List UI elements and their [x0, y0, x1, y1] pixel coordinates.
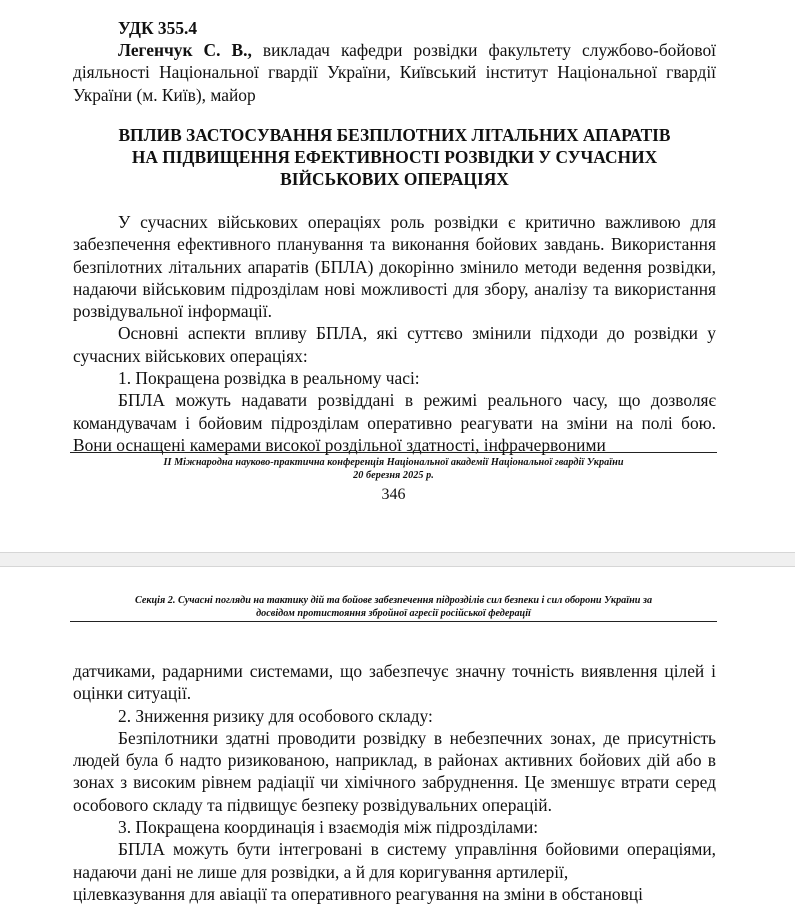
footer-divider — [70, 452, 717, 453]
paragraph: Безпілотники здатні проводити розвідку в небезпечних зонах, де присутність людей була б надто ризикованою, наприклад, в районах активних бойових дій або в зонах з високим рівнем радіації чи хімічного забруднення. Це зменшує втрати серед особового складу та підвищує безпеку розвідувальних операцій. — [73, 727, 716, 815]
author-info — [73, 39, 716, 106]
author-name: Легенчук С. В., — [118, 40, 252, 60]
header-divider — [70, 621, 717, 622]
list-heading: 2. Зниження ризику для особового складу: — [118, 705, 433, 726]
title-line: ВПЛИВ ЗАСТОСУВАННЯ БЕЗПІЛОТНИХ ЛІТАЛЬНИХ АПАРАТІВ — [118, 125, 671, 145]
paragraph: БПЛА можуть бути інтегровані в систему управління бойовими операціями, надаючи дані не лише для розвідки, а й для коригування артилерії, — [73, 839, 716, 882]
paragraph: датчиками, радарними системами, що забезпечує значну точність виявлення цілей і оцінки ситуації. — [73, 661, 716, 704]
title-line: НА ПІДВИЩЕННЯ ЕФЕКТИВНОСТІ РОЗВІДКИ У СУЧАСНИХ — [131, 147, 658, 167]
footer-date: 20 березня 2025 р. — [353, 470, 434, 481]
article-body — [73, 660, 716, 905]
title-line: ВІЙСЬКОВИХ ОПЕРАЦІЯХ — [280, 169, 509, 189]
article-title — [73, 124, 716, 190]
paragraph-cut-line: цілевказування для авіації та оперативного реагування на зміни в обстановці — [73, 883, 643, 904]
article-body — [73, 211, 716, 456]
udc-code: УДК 355.4 — [118, 18, 198, 38]
paragraph: У сучасних військових операціях роль розвідки є критично важливою для забезпечення ефективного планування та виконання бойових завдань. Використання безпілотних літальних апаратів (БПЛА) докорінно змінило методи ведення розвідки, надаючи військовим підрозділам нові можливості для збору, аналізу та використання розвідувальної інформації. — [73, 212, 716, 322]
document-page-347 — [0, 566, 795, 909]
section-header: Секція 2. Сучасні погляди на тактику дій та бойове забезпечення підрозділів сил безпеки і сил оборони України за — [134, 595, 653, 606]
list-heading: 3. Покращена координація і взаємодія між підрозділами: — [118, 817, 539, 838]
page-number: 346 — [381, 486, 406, 503]
paragraph: Основні аспекти впливу БПЛА, які суттєво змінили підходи до розвідки у сучасних військових операціях: — [73, 323, 716, 366]
section-header-continued: досвідом протистояння збройної агресії російської федерації — [256, 608, 531, 619]
author-details: викладач кафедри розвідки факультету службово-бойової діяльності Національної гвардії України, Київський інститут Національної гвардії України (м. Київ), майор — [73, 40, 716, 105]
list-heading: 1. Покращена розвідка в реальному часі: — [118, 368, 420, 389]
footer-conference: II Міжнародна науково-практична конференція Національної академії Національної гвардії України — [163, 457, 624, 468]
paragraph: БПЛА можуть надавати розвіддані в режимі реального часу, що дозволяє командувачам і бойовим підрозділам оперативно реагувати на зміни на полі бою. Вони оснащені камерами високої роздільної здатності, інфрачервоними — [73, 390, 716, 455]
